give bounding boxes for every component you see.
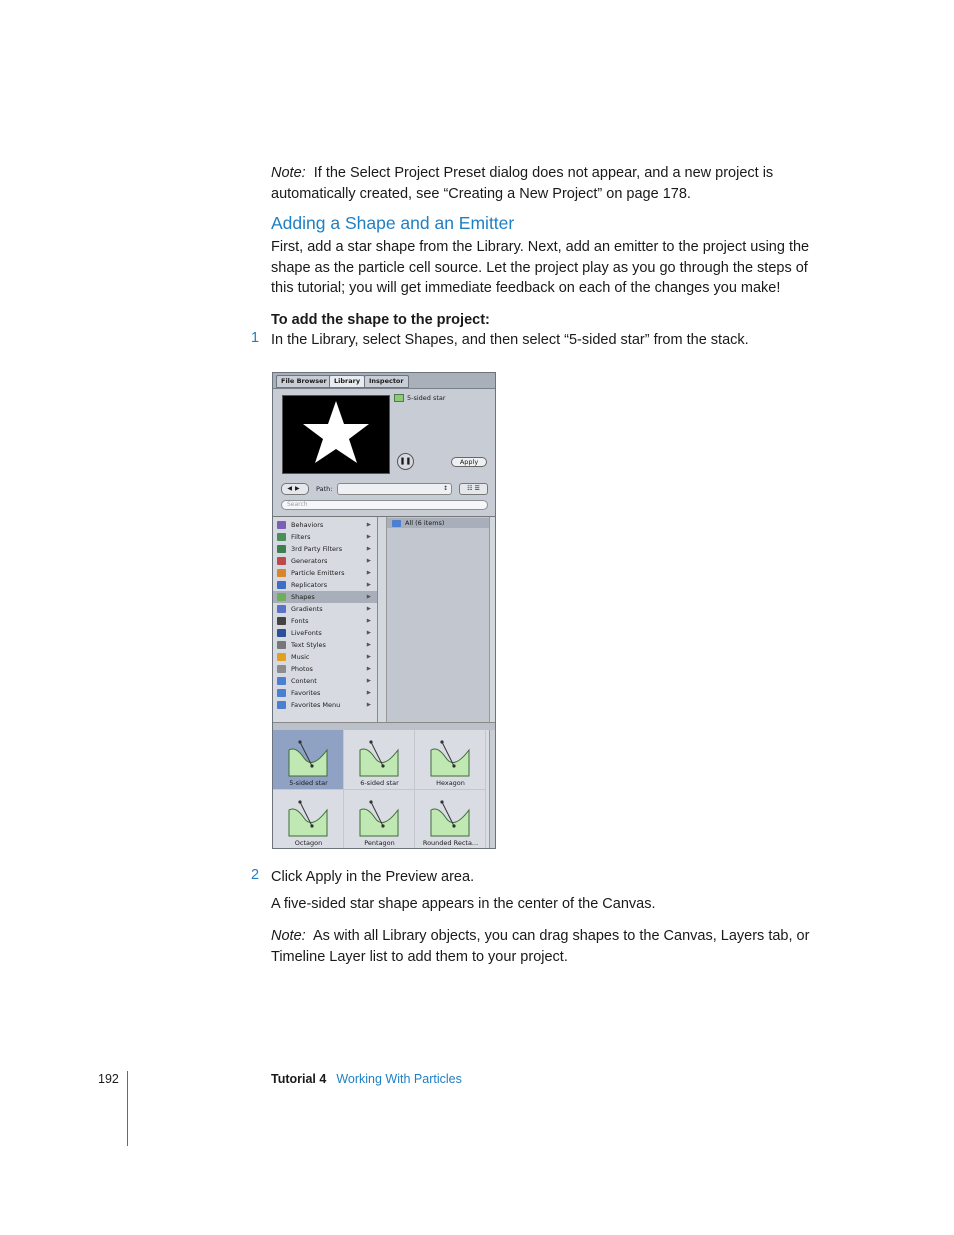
result-text: A five-sided star shape appears in the center of the Canvas. bbox=[271, 896, 656, 912]
disclosure-arrow-icon: ▶ bbox=[366, 522, 371, 528]
item-scrollbar[interactable] bbox=[489, 730, 496, 849]
category-label: Gradients bbox=[291, 605, 323, 613]
category-label: Particle Emitters bbox=[291, 569, 345, 577]
disclosure-arrow-icon: ▶ bbox=[366, 678, 371, 684]
category-icon bbox=[277, 605, 286, 613]
shape-thumbnail-icon bbox=[286, 738, 330, 778]
disclosure-arrow-icon: ▶ bbox=[366, 690, 371, 696]
tab-bar bbox=[273, 373, 495, 389]
shape-item[interactable] bbox=[415, 730, 486, 790]
category-icon bbox=[277, 677, 286, 685]
shape-item[interactable] bbox=[344, 730, 415, 790]
shape-item[interactable] bbox=[344, 790, 415, 849]
category-icon bbox=[277, 581, 286, 589]
disclosure-arrow-icon: ▶ bbox=[366, 582, 371, 588]
disclosure-arrow-icon: ▶ bbox=[366, 534, 371, 540]
category-label: Content bbox=[291, 677, 317, 685]
disclosure-arrow-icon: ▶ bbox=[366, 546, 371, 552]
category-icon bbox=[277, 701, 286, 709]
category-item[interactable] bbox=[273, 567, 377, 579]
subcategory-list bbox=[386, 517, 490, 723]
category-label: Photos bbox=[291, 665, 313, 673]
disclosure-arrow-icon: ▶ bbox=[366, 594, 371, 600]
disclosure-arrow-icon: ▶ bbox=[366, 570, 371, 576]
star-preview-icon bbox=[283, 396, 389, 473]
category-item[interactable] bbox=[273, 651, 377, 663]
category-icon bbox=[277, 545, 286, 553]
category-icon bbox=[277, 557, 286, 565]
category-icon bbox=[277, 689, 286, 697]
category-item[interactable] bbox=[273, 543, 377, 555]
note-paragraph bbox=[271, 163, 811, 204]
tab-file-browser[interactable]: File Browser bbox=[276, 375, 332, 388]
category-label: Behaviors bbox=[291, 521, 324, 529]
category-icon bbox=[277, 617, 286, 625]
category-label: 3rd Party Filters bbox=[291, 545, 343, 553]
path-popup[interactable]: ↕ bbox=[337, 483, 452, 495]
section-heading: Adding a Shape and an Emitter bbox=[271, 213, 515, 233]
category-label: Text Styles bbox=[291, 641, 326, 649]
shape-item-label: 6-sided star bbox=[360, 779, 399, 787]
shape-thumbnail-icon bbox=[357, 798, 401, 838]
shape-icon bbox=[394, 394, 404, 402]
view-mode-buttons[interactable]: ☷ ☰ bbox=[459, 483, 488, 495]
page-number: 192 bbox=[98, 1072, 119, 1086]
disclosure-arrow-icon: ▶ bbox=[366, 558, 371, 564]
category-item[interactable] bbox=[273, 639, 377, 651]
category-icon bbox=[277, 521, 286, 529]
disclosure-arrow-icon: ▶ bbox=[366, 642, 371, 648]
disclosure-arrow-icon: ▶ bbox=[366, 654, 371, 660]
shape-item[interactable] bbox=[273, 790, 344, 849]
footer-rule bbox=[127, 1071, 128, 1146]
tab-inspector[interactable]: Inspector bbox=[364, 375, 409, 388]
category-item[interactable] bbox=[273, 519, 377, 531]
item-stack bbox=[273, 730, 495, 849]
category-icon bbox=[277, 641, 286, 649]
shape-thumbnail-icon bbox=[428, 738, 472, 778]
preview-shape-name: 5-sided star bbox=[394, 394, 446, 402]
search-input[interactable]: Search bbox=[281, 500, 488, 510]
category-item[interactable] bbox=[273, 603, 377, 615]
category-icon bbox=[277, 653, 286, 661]
category-icon bbox=[277, 533, 286, 541]
intro-paragraph: First, add a star shape from the Library. Next, add an emitter to the project using the shape as the particle cell source. Let the project play as you go through the steps of this tutorial; you will get immediate feedback on each of the changes you make! bbox=[271, 239, 810, 296]
category-label: Shapes bbox=[291, 593, 315, 601]
category-item[interactable] bbox=[273, 663, 377, 675]
note-text: If the Select Project Preset dialog does not appear, and a new project is automatically created, see “Creating a New Project” on page 178. bbox=[271, 165, 774, 202]
category-label: Music bbox=[291, 653, 310, 661]
category-icon bbox=[277, 629, 286, 637]
disclosure-arrow-icon: ▶ bbox=[366, 702, 371, 708]
disclosure-arrow-icon: ▶ bbox=[366, 630, 371, 636]
category-label: Fonts bbox=[291, 617, 309, 625]
shape-item-label: 5-sided star bbox=[289, 779, 328, 787]
shape-thumbnail-icon bbox=[357, 738, 401, 778]
category-label: Favorites bbox=[291, 689, 321, 697]
category-label: Replicators bbox=[291, 581, 328, 589]
pause-button[interactable]: ❚❚ bbox=[397, 453, 414, 470]
shape-item[interactable] bbox=[273, 730, 344, 790]
library-browser bbox=[273, 516, 495, 723]
shape-item-label: Octagon bbox=[294, 839, 323, 847]
footer-title: Working With Particles bbox=[336, 1072, 462, 1086]
shape-item[interactable] bbox=[415, 790, 486, 849]
back-forward-buttons[interactable]: ◀▶ bbox=[281, 483, 309, 495]
step-text: Click Apply in the Preview area. bbox=[271, 869, 475, 885]
shape-item-label: Hexagon bbox=[436, 779, 465, 787]
note-text: As with all Library objects, you can drag shapes to the Canvas, Layers tab, or Timeline Layer list to add them to your project. bbox=[271, 928, 810, 965]
category-label: LiveFonts bbox=[291, 629, 322, 637]
shape-item-label: Pentagon bbox=[364, 839, 395, 847]
category-item[interactable] bbox=[273, 531, 377, 543]
category-label: Favorites Menu bbox=[291, 701, 341, 709]
category-item[interactable] bbox=[273, 699, 377, 711]
note-label: Note: bbox=[271, 928, 306, 944]
disclosure-arrow-icon: ▶ bbox=[366, 666, 371, 672]
footer-chapter-label: Tutorial 4 bbox=[271, 1072, 327, 1086]
footer-chapter bbox=[271, 1072, 462, 1086]
shape-item-label: Rounded Recta... bbox=[422, 839, 479, 847]
category-item[interactable] bbox=[273, 555, 377, 567]
procedure-title: To add the shape to the project: bbox=[271, 312, 490, 328]
subcategory-all[interactable]: All (6 items) bbox=[387, 518, 489, 528]
note-paragraph bbox=[271, 926, 811, 967]
category-icon bbox=[277, 569, 286, 577]
category-item[interactable] bbox=[273, 615, 377, 627]
disclosure-arrow-icon: ▶ bbox=[366, 606, 371, 612]
category-item[interactable] bbox=[273, 579, 377, 591]
library-screenshot bbox=[272, 372, 496, 849]
preview-area bbox=[282, 395, 390, 474]
note-label: Note: bbox=[271, 165, 306, 181]
category-label: Generators bbox=[291, 557, 328, 565]
shape-thumbnail-icon bbox=[428, 798, 472, 838]
category-item[interactable] bbox=[273, 627, 377, 639]
category-list bbox=[273, 517, 378, 723]
category-item[interactable] bbox=[273, 687, 377, 699]
step-number: 1 bbox=[251, 330, 260, 346]
step-text: In the Library, select Shapes, and then select “5-sided star” from the stack. bbox=[271, 332, 749, 348]
category-item[interactable] bbox=[273, 591, 377, 603]
shape-thumbnail-icon bbox=[286, 798, 330, 838]
category-label: Filters bbox=[291, 533, 311, 541]
path-label: Path: bbox=[316, 485, 333, 493]
category-icon bbox=[277, 665, 286, 673]
category-item[interactable] bbox=[273, 675, 377, 687]
disclosure-arrow-icon: ▶ bbox=[366, 618, 371, 624]
category-icon bbox=[277, 593, 286, 601]
tab-library[interactable]: Library bbox=[329, 375, 365, 388]
folder-icon bbox=[392, 520, 401, 527]
apply-button[interactable]: Apply bbox=[451, 457, 487, 467]
step-number: 2 bbox=[251, 867, 260, 883]
